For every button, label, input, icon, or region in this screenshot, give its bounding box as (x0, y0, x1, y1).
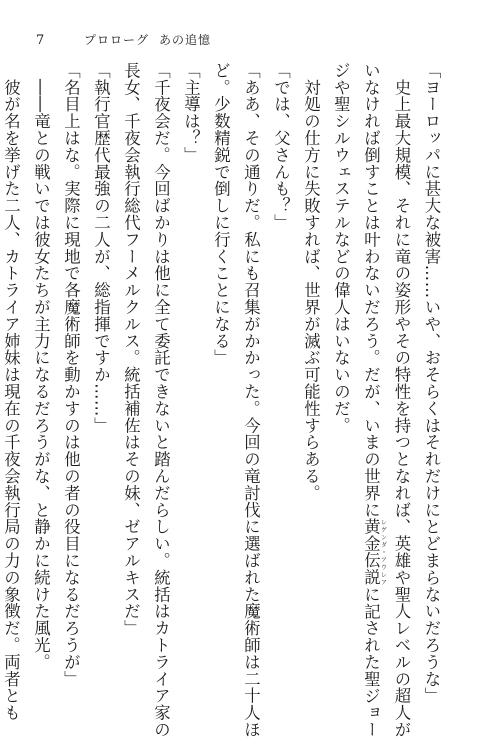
book-section: プロローグ (84, 33, 150, 47)
text-line: 「ヨーロッパに甚大な被害……いや、おそらくはそれだけにとどまらないだろうな」 (422, 62, 441, 705)
text-line: 対処の仕方に失敗すれば、世界が滅ぶ可能性すらある。 (301, 62, 321, 502)
text-line: ――竜との戦いでは彼女たちが主力になるだろうがな、と静かに続けた風光。 (31, 62, 51, 671)
text-line: 「主導は？」 (181, 62, 201, 164)
text-line: 「ああ、その通りだ。私にも召集がかかった。今回の竜討伐に選ばれた魔術師は二十人ほ (241, 62, 261, 738)
text-line: 「では、父さんも？」 (271, 62, 291, 231)
text-line: 史上最大規模、それに竜の姿形やその特性を持つとなれば、英雄や聖人レベルの超人が (392, 62, 411, 738)
ruby-annotation: 黄金伝説 レゲンダ・アウレア (361, 518, 387, 586)
vertical-text-block (1, 62, 446, 738)
text-line: 「名目上はな。実際に現地で各魔術師を動かすのは他の者の役目になるだろうが」 (61, 62, 81, 688)
text-line: 「千夜会だ。今回ばかりは他に全て委託できないと踏んだらしい。統括はカトライア家の (151, 62, 171, 738)
text-line: ジや聖シルウェステルなどの偉人はいないのだ。 (331, 62, 351, 434)
running-header (84, 34, 211, 46)
text-line: ど。少数精鋭で倒しに行くことになる」 (211, 62, 231, 367)
text-line: いなければ倒すことは叶わないだろう。だが、いまの世界に黄金伝説 レゲンダ・アウレアに記された聖ジョー (361, 62, 387, 738)
text-line: 「執行官歴代最強の二人が、総指揮ですか……」 (91, 62, 111, 434)
text-line: 長女、千夜会執行総代フーメルクルス。統括補佐はその妹、ゼアルキスだ」 (121, 62, 141, 637)
page-number: 7 (36, 33, 45, 48)
chapter-title: あの追憶 (159, 33, 212, 47)
text-line: 彼が名を挙げた二人、カトライア姉妹は現在の千夜会執行局の力の象徴だ。両者とも (1, 62, 21, 722)
